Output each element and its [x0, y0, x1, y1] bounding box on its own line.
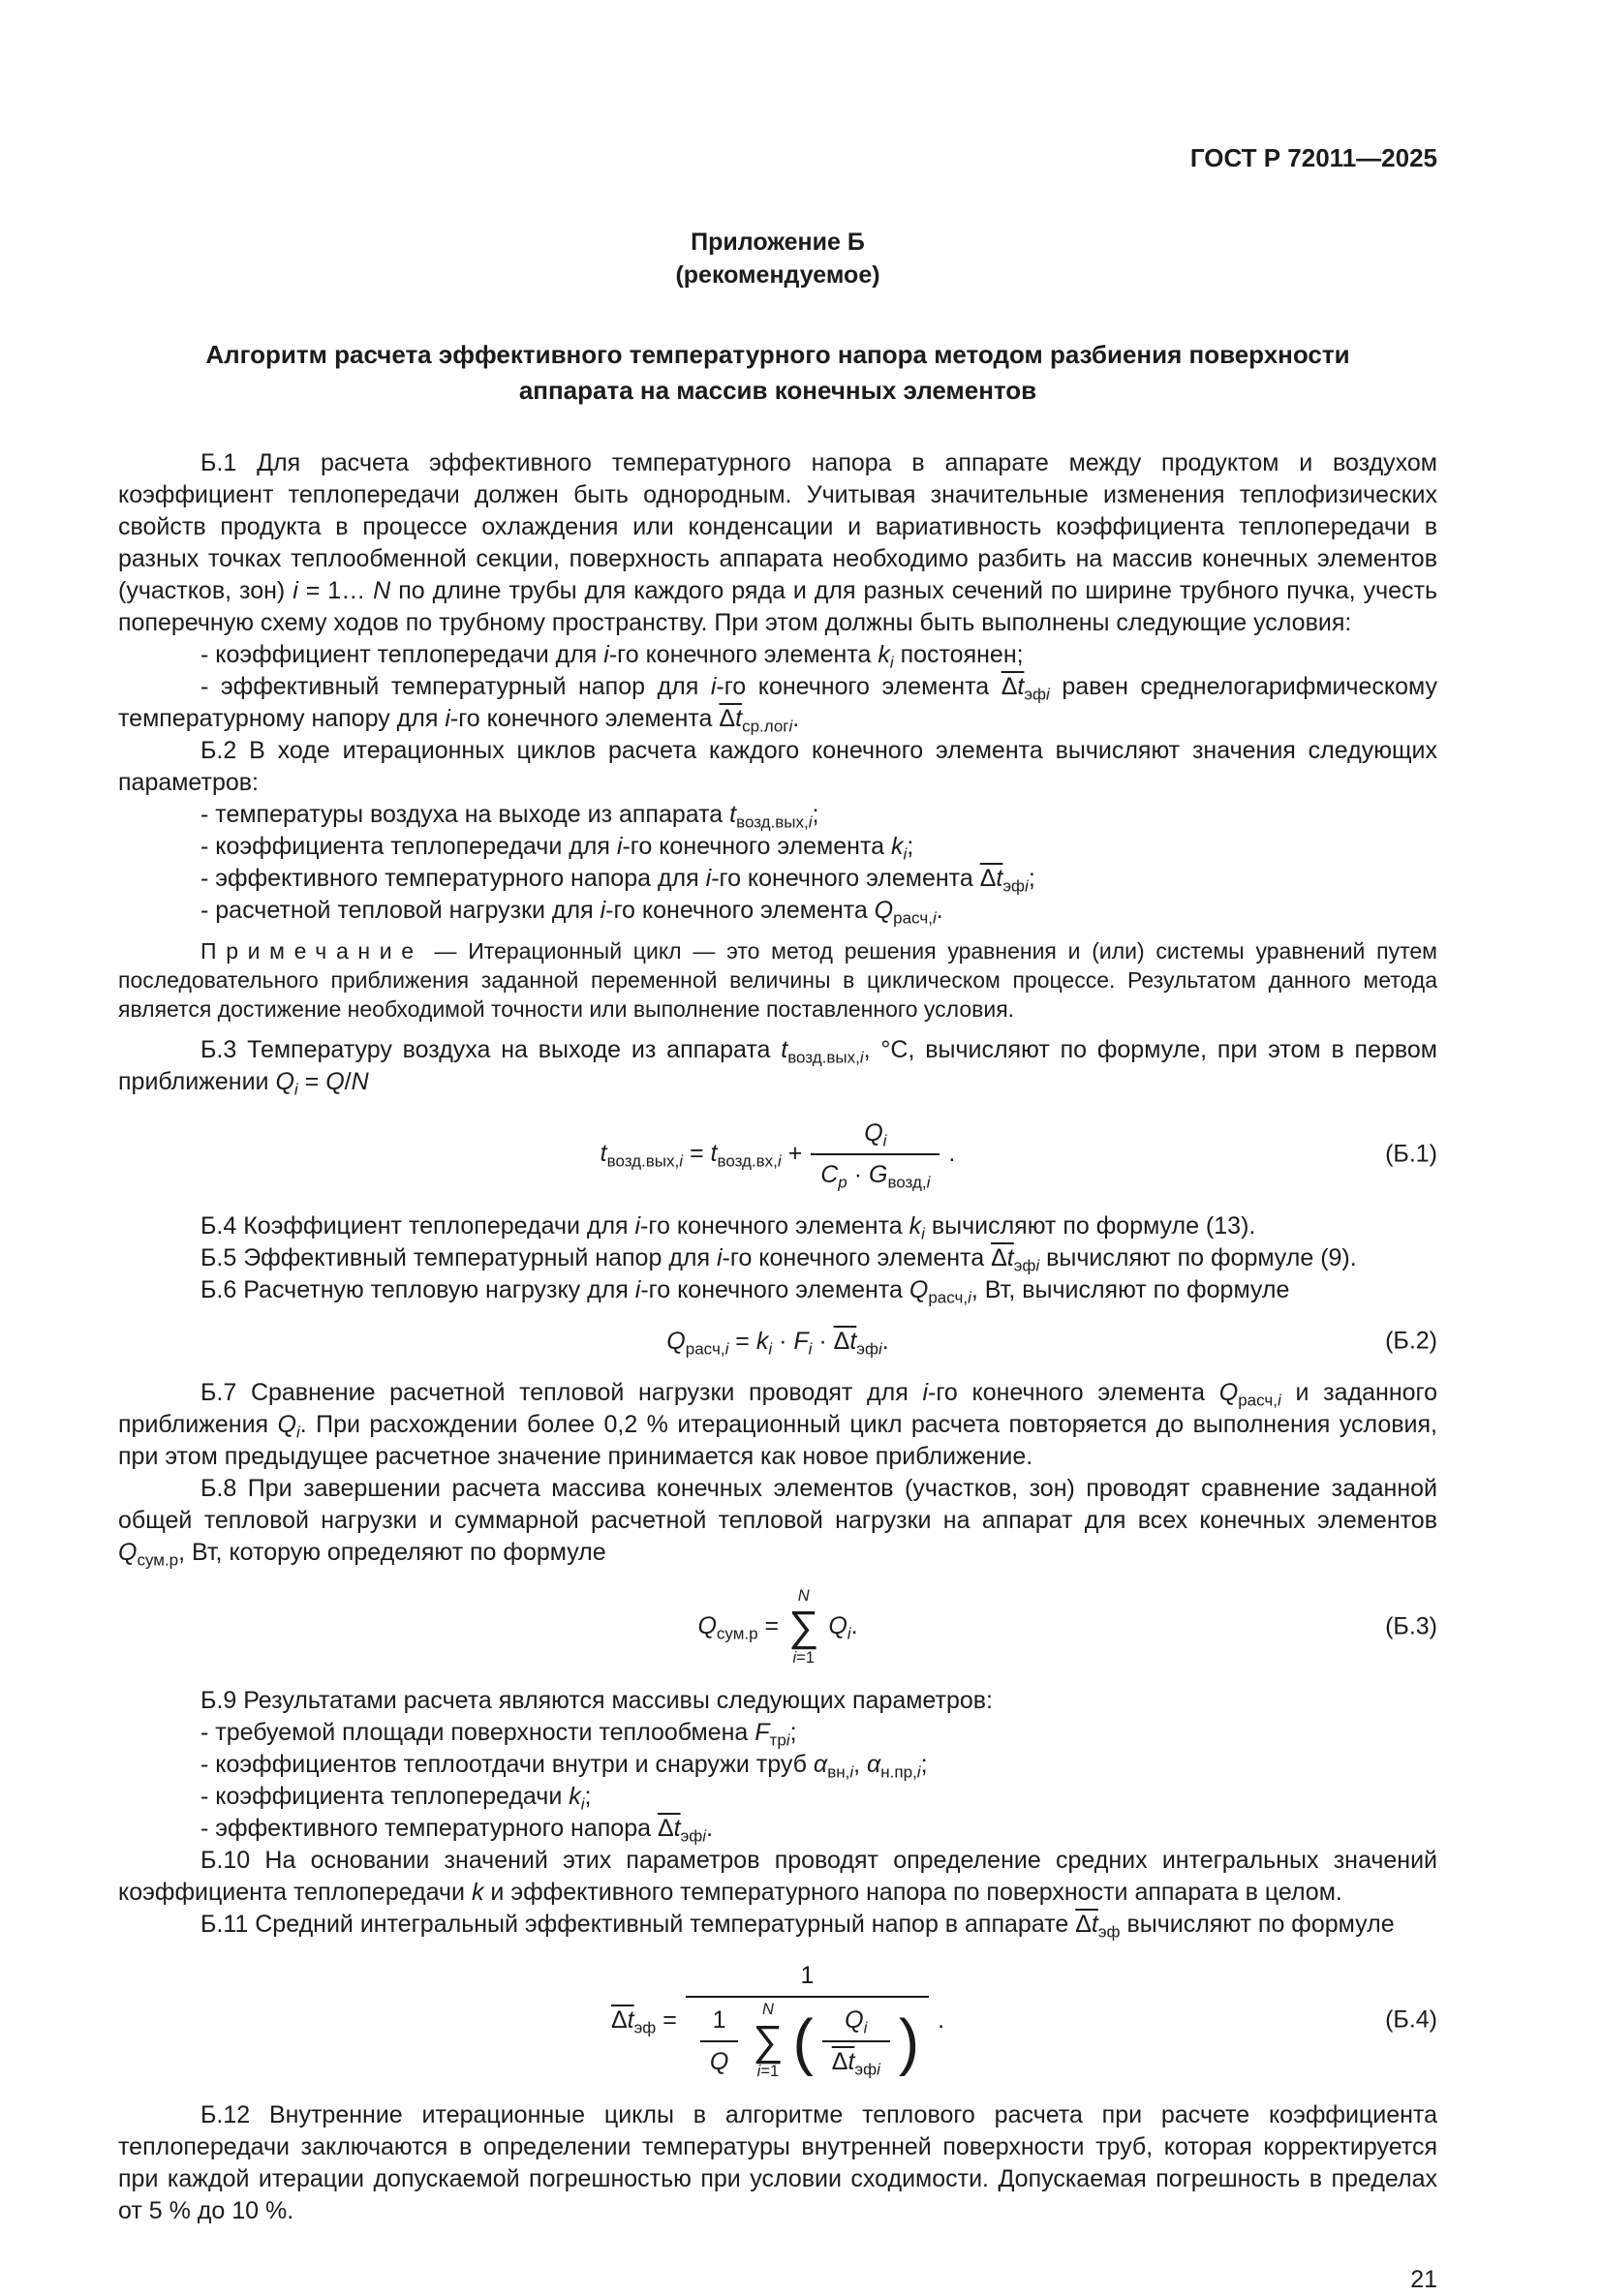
paragraph-b3: Б.3 Температуру воздуха на выходе из аппарата $t_{возд.вых,i}$, °С, вычисляют по формуле, при этом в первом приближении $Q_i = Q/N$ [118, 1035, 1437, 1099]
formula-number-b3: (Б.3) [1385, 1612, 1437, 1640]
list-item-b9-3: - коэффициента теплопередачи $k_i$; [200, 1783, 592, 1814]
list-item-b1-2: - эффективный температурный напор для i-го конечного элемента $\overline{\Delta}\overline{t}_{эфi}$ равен среднелогарифмическому температурному напору для i-го конечного элемента $\overline{\Delta}\overline{t}_{ср.логi}$. [118, 672, 1437, 736]
appendix-label: Приложение Б [691, 229, 865, 257]
formula-b3-lhs: $Q_{сум.р}$ = [697, 1612, 780, 1643]
paragraph-b4: Б.4 Коэффициент теплопередачи для i-го конечного элемента $k_i$ вычисляют по формуле (13). [200, 1211, 1256, 1243]
doc-number: ГОСТ Р 72011—2025 [1189, 143, 1437, 172]
fraction [811, 1117, 940, 1191]
inner-fraction-num: $Q_i$ [845, 2005, 868, 2036]
formula-b3 [118, 1588, 1437, 1667]
formula-b3-body [697, 1588, 857, 1667]
one-over-q-num: 1 [712, 2005, 726, 2034]
summation-symbol [753, 2002, 783, 2080]
page-number: 21 [1410, 2265, 1437, 2293]
formula-b1-lhs: $t_{возд.вых,i} = t_{возд.вх,i}$ + [600, 1140, 803, 1171]
sum-lower-limit: i=1 [792, 1648, 815, 1667]
appendix-type: (рекомендуемое) [675, 261, 880, 290]
appendix-title: Алгоритм расчета эффективного температурного напора методом разбиения поверхности аппарата на массив конечных элементов [205, 339, 1350, 405]
formula-number-b4: (Б.4) [1385, 2005, 1437, 2034]
inner-fraction [822, 2005, 890, 2078]
outer-fraction-numerator: 1 [800, 1962, 815, 1990]
formula-b4-lhs: $\overline{\Delta}\overline{t}_{эф}$ = [610, 2005, 677, 2036]
inner-fraction-den: $\overline{\Delta}\overline{t}_{эфi}$ [831, 2047, 880, 2078]
list-item-b1-1: - коэффициент теплопередачи для i-го конечного элемента $k_i$ постоянен; [200, 640, 1024, 672]
list-item-b2-4: - расчетной тепловой нагрузки для i-го конечного элемента $Q_{расч,i}$. [200, 896, 943, 928]
formula-b4-body [611, 1960, 944, 2080]
outer-fraction [686, 1960, 929, 2080]
formula-b1-body [601, 1117, 956, 1191]
paragraph-b8: Б.8 При завершении расчета массива конечных элементов (участков, зон) проводят сравнение заданной общей тепловой нагрузки и суммарной расчетной тепловой нагрузки на аппарат для всех конечных элементов $Q_{сум.р}$, Вт, которую определяют по формуле [118, 1474, 1437, 1570]
paragraph-b1: Б.1 Для расчета эффективного температурного напора в аппарате между продуктом и воздухом коэффициент теплопередачи должен быть однородным. Учитывая значительные изменения теплофизических свойств продукта в процессе охлаждения или конденсации и вариативность коэффициента теплопередачи в разных точках теплообменной секции, поверхность аппарата необходимо разбить на массив конечных элементов (участков, зон) i = 1… N по длине трубы для каждого ряда и для разных сечений по ширине трубного пучка, учесть поперечную схему ходов по трубному пространству. При этом должны быть выполнены следующие условия: [118, 448, 1437, 636]
fraction-denominator: $C_p \cdot G_{возд,i}$ [820, 1160, 931, 1192]
formula-b4 [118, 1960, 1437, 2080]
sum-lower-limit: i=1 [756, 2063, 780, 2081]
formula-number-b1: (Б.1) [1385, 1140, 1437, 1168]
one-over-q-den: Q [709, 2047, 729, 2075]
sigma-icon: ∑ [753, 2016, 784, 2065]
list-item-b9-2: - коэффициентов теплоотдачи внутри и снаружи труб $\alpha_{вн,i}$, $\alpha_{н.пр,i}$; [200, 1751, 928, 1782]
formula-b1 [118, 1117, 1437, 1191]
sum-upper-limit: N [761, 2001, 774, 2019]
paragraph-b7: Б.7 Сравнение расчетной тепловой нагрузки проводят для i-го конечного элемента $Q_{расч,i}$ и заданного приближения $Q_i$. При расхождении более 0,2 % итерационный цикл расчета повторяется до выполнения условия, при этом предыдущее расчетное значение принимается как новое приближение. [118, 1378, 1438, 1470]
one-over-q-fraction [700, 2005, 738, 2078]
formula-number-b2: (Б.2) [1385, 1327, 1437, 1355]
appendix-heading [118, 227, 1437, 292]
paragraph-b10: Б.10 На основании значений этих параметров проводят определение средних интегральных значений коэффициента теплопередачи k и эффективного температурного напора по поверхности аппарата в целом. [118, 1847, 1437, 1907]
formula-b3-tail: $Q_i$. [828, 1612, 858, 1643]
doc-header [118, 141, 1437, 174]
sum-upper-limit: N [797, 1586, 810, 1605]
outer-fraction-denominator: $\frac{1}{Q}$ N ∑ i=1 ( $\frac{Q_i}{\overline{\Delta}\overline{t}_{эфi}}$ ) [695, 2002, 919, 2080]
note-paragraph: Примечание — Итерационный цикл — это метод решения уравнения и (или) системы уравнений путем последовательного приближения заданной переменной величины в циклическом процессе. Результатом данного метода является достижение необходимой точности или выполнение поставленного условия. [118, 937, 1437, 1023]
paragraph-b2: Б.2 В ходе итерационных циклов расчета каждого конечного элемента вычисляют значения следующих параметров: [118, 736, 1437, 796]
paragraph-b12: Б.12 Внутренние итерационные циклы в алгоритме теплового расчета при расчете коэффициента теплопередачи заключаются в определении температуры внутренней поверхности труб, которая корректируется при каждой итерации допускаемой погрешностью при условии сходимости. Допускаемая погрешность в пределах от 5 % до 10 %. [118, 2100, 1437, 2224]
paragraph-b5: Б.5 Эффективный температурный напор для i-го конечного элемента $\overline{\Delta}\overline{t}_{эфi}$ вычисляют по формуле (9). [200, 1243, 1357, 1275]
list-item-b2-3: - эффективного температурного напора для i-го конечного элемента $\overline{\Delta}\overline{t}_{эфi}$; [200, 864, 1035, 896]
paragraph-b6: Б.6 Расчетную тепловую нагрузку для i-го конечного элемента $Q_{расч,i}$, Вт, вычисляют по формуле [200, 1275, 1290, 1307]
summation-symbol [788, 1588, 818, 1667]
formula-b4-tail: . [938, 2005, 945, 2034]
formula-b2 [118, 1326, 1437, 1358]
sigma-icon: ∑ [788, 1603, 819, 1651]
list-item-b2-2: - коэффициента теплопередачи для i-го конечного элемента $k_i$; [200, 832, 914, 864]
formula-b1-tail: . [948, 1140, 956, 1168]
formula-b2-body [666, 1326, 888, 1358]
formula-b2-expression: $Q_{расч,i} = k_i \cdot F_i \cdot \overline{\Delta}\overline{t}_{эфi}$. [666, 1327, 889, 1359]
paragraph-b9: Б.9 Результатами расчета являются массивы следующих параметров: [200, 1687, 993, 1715]
fraction-numerator: $Q_i$ [864, 1118, 887, 1150]
list-item-b9-1: - требуемой площади поверхности теплообмена $F_{трi}$; [200, 1719, 797, 1750]
list-item-b9-4: - эффективного температурного напора $\overline{\Delta}\overline{t}_{эфi}$. [200, 1815, 714, 1846]
paragraph-b11: Б.11 Средний интегральный эффективный температурный напор в аппарате $\overline{\Delta}\overline{t}_{эф}$ вычисляют по формуле [200, 1911, 1395, 1942]
list-item-b2-1: - температуры воздуха на выходе из аппарата $t_{возд.вых,i}$; [200, 800, 819, 832]
